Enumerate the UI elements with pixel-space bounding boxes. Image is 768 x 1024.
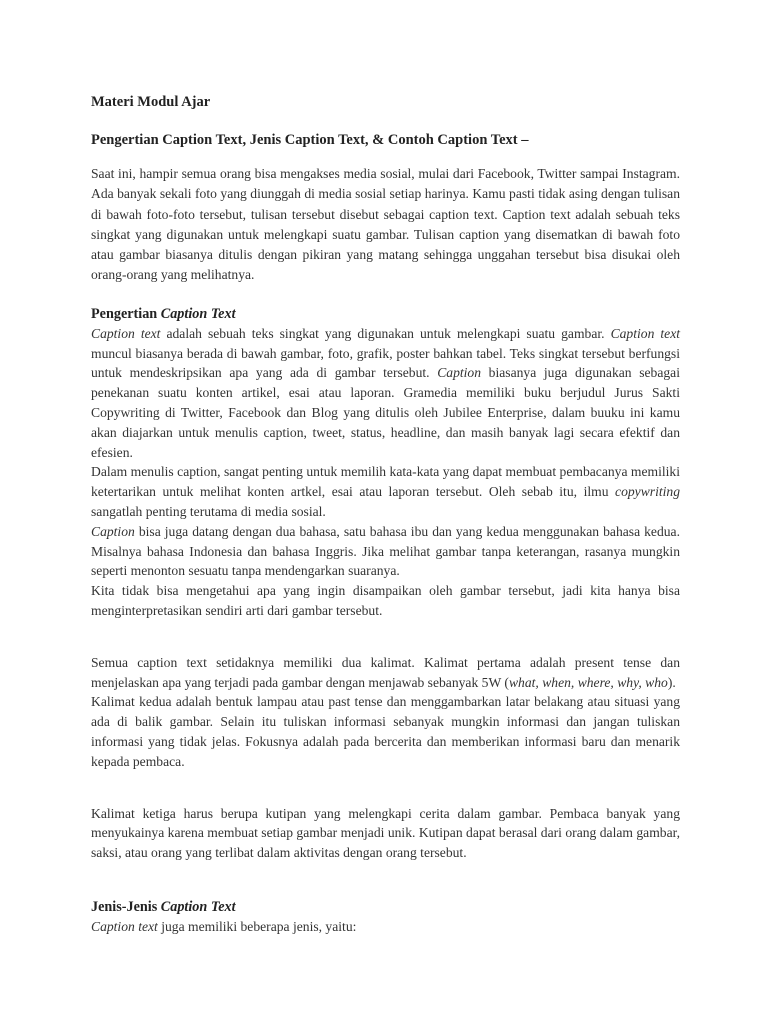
- heading-emphasis: Caption Text: [160, 898, 236, 915]
- kalimat-paragraph-1: [91, 653, 680, 693]
- paragraph-text: adalah sebuah teks singkat yang digunakan untuk melengkapi suatu gambar.: [160, 325, 611, 341]
- kalimat-paragraph-2: Kalimat kedua adalah bentuk lampau atau past tense dan menggambarkan latar belakang atau situasi yang ada di balik gambar. Selain itu tuliskan informasi sebanyak mungkin informasi dan jangan tuliskan informasi yang tidak jelas. Fokusnya adalah pada bercerita dan memberikan informasi baru dan menarik kepada pembaca.: [91, 694, 680, 769]
- heading-prefix: Pengertian: [91, 305, 161, 322]
- intro-paragraph: Saat ini, hampir semua orang bisa mengakses media sosial, mulai dari Facebook, Twitter sampai Instagram. Ada banyak sekali foto yang diunggah di media sosial setiap harinya. Kamu pasti tidak asing dengan tulisan di bawah foto-foto tersebut, tulisan tersebut disebut sebagai caption text. Caption text adalah sebuah teks singkat yang digunakan untuk melengkapi suatu gambar. Tulisan caption yang disematkan di bawah foto atau gambar biasanya ditulis dengan pikiran yang matang sehingga unggahan tersebut bisa disukai oleh orang-orang yang melihatnya.: [91, 166, 680, 283]
- italic-term: what, when, where, why, who: [508, 674, 668, 690]
- paragraph-text: sangatlah penting terutama di media sosial.: [91, 503, 326, 519]
- section-heading-jenis: [91, 897, 680, 917]
- italic-term: Caption: [91, 523, 135, 539]
- document-title: Materi Modul Ajar: [91, 94, 211, 110]
- pengertian-paragraph-4: Kita tidak bisa mengetahui apa yang ingin disampaikan oleh gambar tersebut, jadi kita hanya bisa menginterpretasikan sendiri arti dari gambar tersebut.: [91, 583, 680, 618]
- paragraph-text: Semua caption text setidaknya memiliki dua kalimat. Kalimat pertama adalah present tense dan menjelaskan apa yang terjadi pada gambar dengan menjawab sebanyak 5W (: [91, 654, 680, 690]
- pengertian-paragraph-3: [91, 522, 680, 581]
- paragraph-text: bisa juga datang dengan dua bahasa, satu bahasa ibu dan yang kedua menggunakan bahasa kedua. Misalnya bahasa Indonesia dan bahasa Inggris. Jika melihat gambar tanpa keterangan, rasanya mungkin seperti menonton sesuatu tanpa mendengarkan suaranya.: [91, 523, 680, 579]
- heading-prefix: Jenis-Jenis: [91, 898, 161, 915]
- paragraph-text: biasanya juga digunakan sebagai penekanan suatu konten artikel, esai atau laporan. Gramedia memiliki buku berjudul Jurus Sakti Copywriting di Twitter, Facebook dan Blog yang ditulis oleh Jubilee Enterprise, dalam buuku ini kamu akan diajarkan untuk menulis caption, tweet, status, headline, dan masih banyak lagi secara efektif dan efesien.: [91, 365, 680, 460]
- italic-term: Caption text: [91, 325, 161, 341]
- paragraph-text: Dalam menulis caption, sangat penting untuk memilih kata-kata yang dapat membuat pembacanya memiliki ketertarikan untuk melihat konten artkel, esai atau laporan tersebut. Oleh sebab itu, ilmu: [91, 464, 680, 500]
- intro-section: [91, 164, 680, 286]
- paragraph-text: muncul biasanya berada di bawah gambar, foto, grafik, poster bahkan tabel. Teks singkat tersebut berfungsi untuk mendeskripsikan apa yang ada di gambar tersebut.: [91, 345, 680, 381]
- italic-term: Caption: [437, 365, 482, 381]
- italic-term: Caption text: [91, 918, 158, 934]
- pengertian-paragraph-1: [91, 324, 680, 463]
- kalimat-ketiga-paragraph: Kalimat ketiga harus berupa kutipan yang melengkapi cerita dalam gambar. Pembaca banyak yang menyukainya karena membuat setiap gambar menjadi unik. Kutipan dapat berasal dari orang dalam gambar, saksi, atau orang yang terlibat dalam aktivitas dengan orang tersebut.: [91, 805, 680, 861]
- italic-term: Caption text: [610, 325, 681, 341]
- jenis-paragraph-1: [91, 917, 680, 937]
- section-heading-pengertian: [91, 304, 680, 324]
- section-kalimat: [91, 653, 680, 772]
- heading-emphasis: Caption Text: [160, 305, 236, 322]
- pengertian-paragraph-2: [91, 462, 680, 521]
- paragraph-text: juga memiliki beberapa jenis, yaitu:: [157, 918, 357, 934]
- section-pengertian: [91, 304, 680, 621]
- italic-term: copywriting: [615, 484, 680, 500]
- document-subtitle: Pengertian Caption Text, Jenis Caption Text, & Contoh Caption Text –: [91, 132, 529, 148]
- section-jenis: [91, 897, 680, 937]
- section-kalimat-ketiga: [91, 804, 680, 863]
- paragraph-text: ).: [667, 674, 676, 690]
